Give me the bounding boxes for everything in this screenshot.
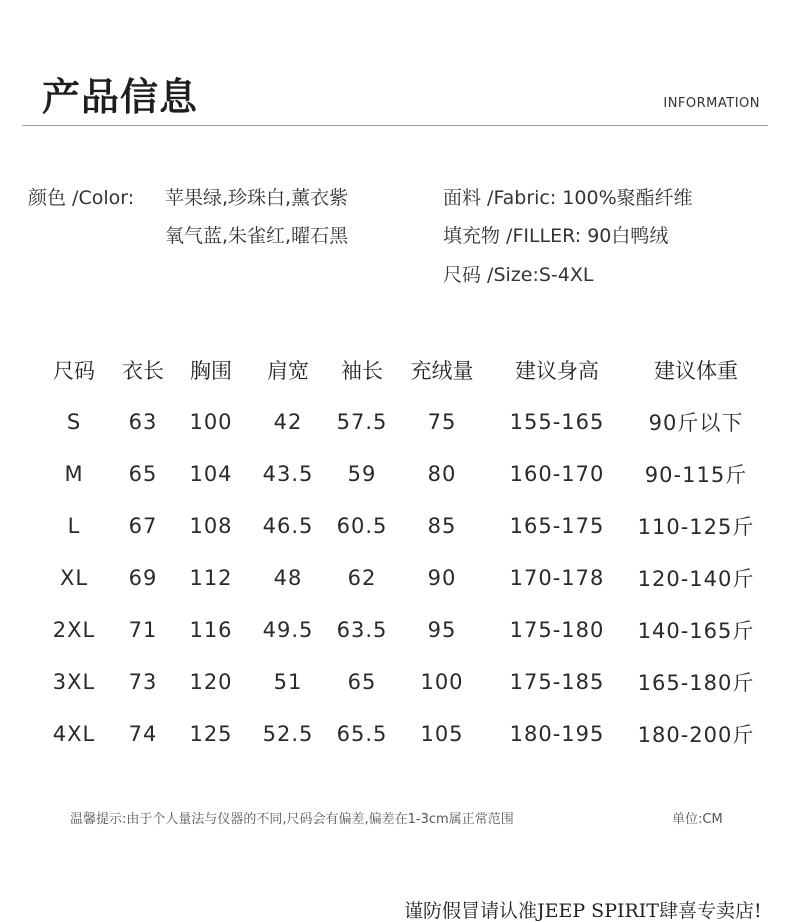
- table-cell: 116: [189, 618, 233, 642]
- table-cell: 180-195: [509, 722, 605, 746]
- table-row: [38, 448, 768, 500]
- anti-counterfeit-footer: 谨防假冒请认准JEEP SPIRIT肆喜专卖店!: [404, 900, 762, 922]
- table-cell: 4XL: [52, 722, 96, 746]
- table-cell: 120: [189, 670, 233, 694]
- table-cell: 43.5: [262, 462, 314, 486]
- table-row: [38, 708, 768, 760]
- table-cell: 180-200斤: [637, 723, 755, 747]
- table-cell: 175-185: [509, 670, 605, 694]
- header-cell: 袖长: [341, 359, 383, 383]
- page-title: 产品信息: [42, 75, 199, 119]
- table-cell: 90: [427, 566, 457, 590]
- table-cell: L: [67, 514, 81, 538]
- table-cell: 175-180: [509, 618, 605, 642]
- header-cell: 尺码: [53, 359, 95, 383]
- filler-info: 填充物 /FILLER: 90白鸭绒: [443, 225, 669, 247]
- table-cell: S: [66, 410, 82, 434]
- table-row: [38, 604, 768, 656]
- fabric-info: 面料 /Fabric: 100%聚酯纤维: [443, 187, 693, 209]
- header-cell: 充绒量: [410, 359, 474, 383]
- table-cell: 112: [189, 566, 233, 590]
- table-cell: 160-170: [509, 462, 605, 486]
- table-cell: 110-125斤: [637, 515, 755, 539]
- table-cell: 125: [189, 722, 233, 746]
- table-cell: 57.5: [336, 410, 388, 434]
- table-cell: XL: [59, 566, 89, 590]
- table-cell: 80: [427, 462, 457, 486]
- table-cell: 74: [128, 722, 158, 746]
- table-cell: 52.5: [262, 722, 314, 746]
- table-cell: 49.5: [262, 618, 314, 642]
- header-cell: 胸围: [190, 359, 232, 383]
- header-cell: 建议身高: [515, 359, 599, 383]
- table-cell: 90-115斤: [644, 463, 748, 487]
- table-cell: 65: [347, 670, 377, 694]
- table-cell: 59: [347, 462, 377, 486]
- table-cell: 90斤以下: [648, 411, 744, 435]
- table-cell: 108: [189, 514, 233, 538]
- header-cell: 肩宽: [267, 359, 309, 383]
- table-cell: 63: [128, 410, 158, 434]
- table-cell: 67: [128, 514, 158, 538]
- table-cell: 100: [420, 670, 464, 694]
- table-cell: 65.5: [336, 722, 388, 746]
- page-subtitle: INFORMATION: [663, 96, 760, 111]
- table-cell: 46.5: [262, 514, 314, 538]
- table-cell: 105: [420, 722, 464, 746]
- table-cell: 165-180斤: [637, 671, 755, 695]
- table-cell: 48: [273, 566, 303, 590]
- table-cell: 2XL: [52, 618, 96, 642]
- table-cell: 73: [128, 670, 158, 694]
- table-row: [38, 396, 768, 448]
- table-cell: 100: [189, 410, 233, 434]
- table-cell: 85: [427, 514, 457, 538]
- table-cell: 140-165斤: [637, 619, 755, 643]
- table-cell: 51: [273, 670, 303, 694]
- table-cell: 71: [128, 618, 158, 642]
- table-cell: 170-178: [509, 566, 605, 590]
- table-cell: 3XL: [52, 670, 96, 694]
- table-cell: 75: [427, 410, 457, 434]
- header-divider: [22, 125, 768, 126]
- table-row: [38, 500, 768, 552]
- table-cell: 120-140斤: [637, 567, 755, 591]
- color-values-line2: 氧气蓝,朱雀红,曜石黑: [165, 225, 349, 247]
- size-chart-header-row: [38, 344, 768, 396]
- size-chart-table: [38, 344, 768, 760]
- table-cell: 104: [189, 462, 233, 486]
- header-cell: 衣长: [122, 359, 164, 383]
- table-cell: 63.5: [336, 618, 388, 642]
- table-cell: 165-175: [509, 514, 605, 538]
- size-range-info: 尺码 /Size:S-4XL: [443, 264, 594, 286]
- table-cell: 62: [347, 566, 377, 590]
- table-cell: 60.5: [336, 514, 388, 538]
- table-cell: 95: [427, 618, 457, 642]
- table-cell: 65: [128, 462, 158, 486]
- header-cell: 建议体重: [654, 359, 738, 383]
- color-values-line1: 苹果绿,珍珠白,薰衣紫: [165, 187, 349, 209]
- table-cell: 155-165: [509, 410, 605, 434]
- table-row: [38, 656, 768, 708]
- measurement-note: 温馨提示:由于个人量法与仪器的不同,尺码会有偏差,偏差在1-3cm属正常范围: [70, 812, 514, 827]
- table-row: [38, 552, 768, 604]
- unit-label: 单位:CM: [672, 812, 723, 827]
- color-label: 颜色 /Color:: [28, 187, 135, 209]
- table-cell: M: [64, 462, 84, 486]
- table-cell: 69: [128, 566, 158, 590]
- table-cell: 42: [273, 410, 303, 434]
